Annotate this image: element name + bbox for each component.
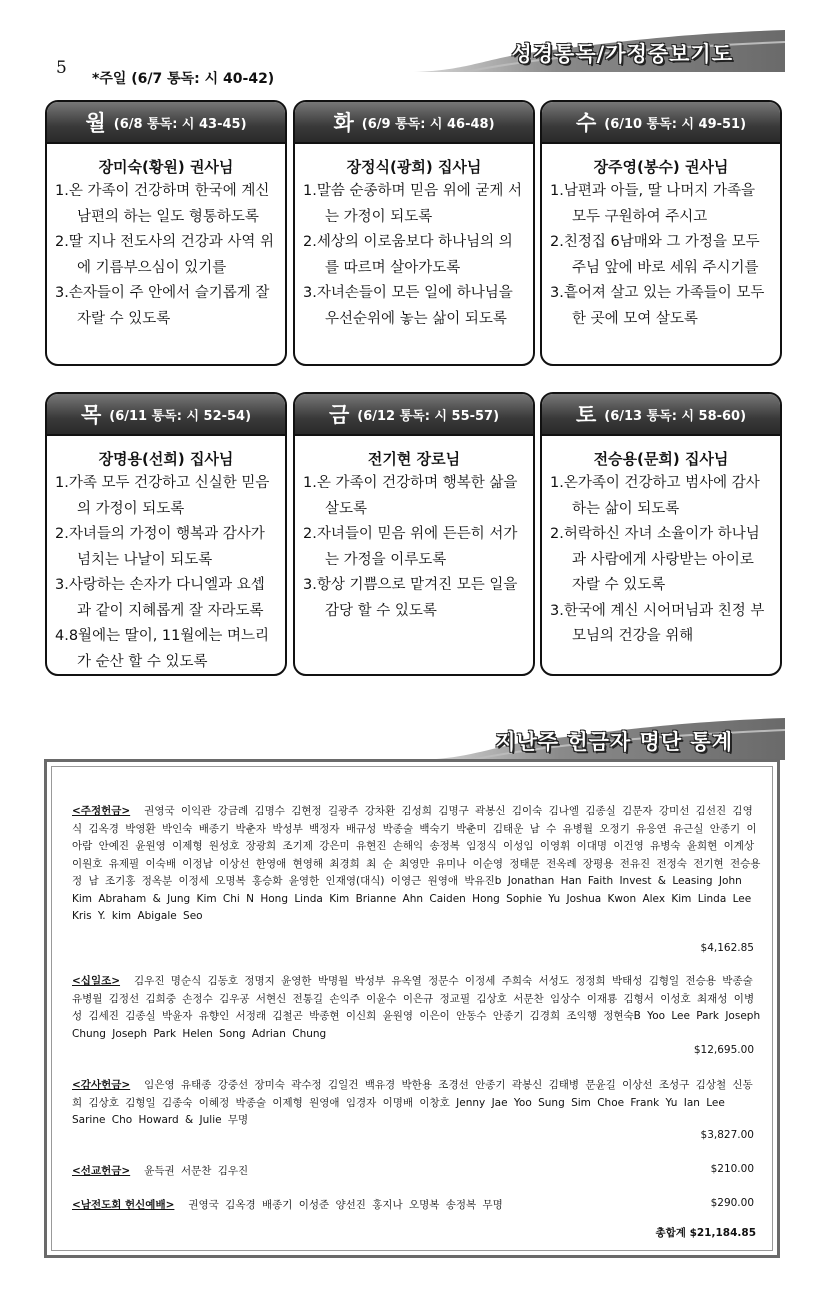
card-person-name: 전기현 장로님 [367, 450, 461, 468]
card-person-name: 전승용(문희) 집사님 [593, 450, 729, 468]
prayer-item: 2.딸 지나 전도사의 건강과 사역 위에 기름부으심이 있기를 [55, 234, 274, 276]
card-header [47, 394, 285, 436]
offering-amount: $210.00 [710, 1163, 754, 1175]
prayer-list [47, 471, 285, 675]
card-reading-range: (6/10 통독: 시 49-51) [604, 116, 747, 132]
offering-names: 권영국 이익관 강금례 김명수 김현정 길광주 강차환 김성희 김명구 곽봉신 김이숙 김나엘 김종실 김문자 강미선 김선진 김영식 김옥경 박영환 박인숙 배종기 박춘자 박성부 백정자 배규성 박종술 백숙기 박춘미 김태운 남 수 유병월 오정기 유응연 유근실 안종기 이아람 안예진 윤원영 이제형 원성호 장광희 조기제 강은미 유현진 손해익 송정복 임정식 이성임 이영휘 이대명 이건영 유병숙 윤희현 이계상 이원호 유제필 이숙배 이정남 이상선 한영애 현영해 최경희 최 순 최영만 유미나 이순영 정태문 전옥례 장평용 전유진 전정숙 전기현 전승용 정 남 조기홍 정옥분 이정세 오명복 홍승화 윤영한 인재영(대식) 이영근 원영애 박유진b Jonathan Han Faith Invest & Leasing John Kim Abraham & Jung Kim Chi N Hong Linda Kim Brianne Ahn Caiden Hong Sophie Yu Joshua Kwon Alex Kim Linda Lee Kris Y. kim Abigale Seo [72, 805, 761, 922]
offering-section [72, 803, 762, 926]
offering-section [72, 1077, 762, 1130]
card-person-name: 장명용(선희) 집사님 [98, 450, 234, 468]
offering-names: 임은영 유태종 강중선 장미숙 곽수정 김일건 백유경 박한용 조경선 안종기 곽봉신 김태병 문윤길 이상선 조성구 김상철 신동희 김상호 김형일 김종숙 이혜정 박종술 이제형 원영애 임경자 이명배 이창호 Jenny Jae Yoo Sung Sim Choe Frank Yu Ian Lee Sarine Cho Howard & Julie 무명 [72, 1079, 753, 1126]
prayer-list [542, 179, 780, 332]
card-reading-range: (6/11 통독: 시 52-54) [109, 408, 252, 424]
banner-bible-reading [405, 30, 785, 72]
card-reading-range: (6/9 통독: 시 46-48) [361, 116, 495, 132]
card-person-name: 장주영(봉수) 권사님 [593, 158, 729, 176]
offering-box [44, 759, 780, 1258]
offering-names: 윤득권 서문찬 김우진 [144, 1165, 249, 1177]
banner-title: 지난주 헌금자 명단 통계 [495, 730, 733, 754]
offering-box-inner [51, 766, 773, 1251]
prayer-list [542, 471, 780, 650]
offering-section [72, 1163, 762, 1181]
offering-amount: $3,827.00 [700, 1129, 754, 1141]
card-header [542, 394, 780, 436]
prayer-card [45, 100, 287, 366]
prayer-card [293, 392, 535, 676]
offering-section [72, 973, 762, 1043]
card-day: 수 [575, 111, 597, 135]
card-person-name: 장정식(광희) 집사님 [346, 158, 482, 176]
offering-names: 김우진 명순식 김동호 정명지 윤영한 박명월 박성부 유옥열 정문수 이정세 주희숙 서성도 정정희 박태성 김형일 전승용 박종술 유병월 김정선 김희중 손정수 김우공 서현신 전통길 손익주 이윤수 이은규 정교필 김상호 서문찬 임상수 이재룡 김형서 이성호 최재성 이병성 김세진 김종실 박윤자 유향인 서정래 김철곤 박종현 이신희 윤원영 이은이 안동수 안종기 김경희 조익행 정현숙B Yoo Lee Park Joseph Chung Joseph Park Helen Song Adrian Chung [72, 975, 761, 1040]
card-reading-range: (6/13 통독: 시 58-60) [604, 408, 747, 424]
prayer-card [540, 100, 782, 366]
prayer-list [295, 471, 533, 624]
prayer-item: 2.자녀들의 가정이 행복과 감사가 넘치는 나날이 되도록 [55, 526, 265, 568]
prayer-item: 4.8월에는 딸이, 11월에는 며느리가 순산 할 수 있도록 [55, 628, 270, 670]
prayer-list [295, 179, 533, 332]
sunday-reading: *주일 (6/7 통독: 시 40-42) [92, 71, 275, 87]
banner-offering-stats [410, 718, 785, 760]
prayer-item: 1.온 가족이 건강하며 한국에 계신 남편의 하는 일도 형통하도록 [55, 183, 270, 225]
card-day: 화 [333, 111, 354, 135]
prayer-card [45, 392, 287, 676]
card-reading-range: (6/8 통독: 시 43-45) [113, 116, 247, 132]
offering-section [72, 1197, 762, 1215]
prayer-item: 1.가족 모두 건강하고 신실한 믿음의 가정이 되도록 [55, 475, 270, 517]
offering-amount: $12,695.00 [693, 1044, 754, 1056]
card-reading-range: (6/12 통독: 시 55-57) [357, 408, 500, 424]
prayer-item: 3.흩어져 살고 있는 가족들이 모두 한 곳에 모여 살도록 [550, 285, 765, 327]
prayer-item: 1.온 가족이 건강하며 행복한 삶을 살도록 [303, 475, 518, 517]
card-header [47, 102, 285, 144]
offering-names: 권영국 김옥경 배종기 이성준 양선진 홍지나 오명복 송정복 무명 [188, 1199, 503, 1211]
prayer-item: 1.말씀 순종하며 믿음 위에 굳게 서는 가정이 되도록 [303, 183, 522, 225]
prayer-item: 3.한국에 계신 시어머님과 친정 부모님의 건강을 위해 [550, 602, 765, 644]
card-person-name: 장미숙(황원) 권사님 [98, 158, 234, 176]
offering-label: <감사헌금> [72, 1079, 131, 1091]
prayer-card [293, 100, 535, 366]
offering-amount: $290.00 [710, 1197, 754, 1209]
offering-label: <선교헌금> [72, 1165, 131, 1177]
card-day: 토 [575, 403, 597, 427]
card-day: 월 [85, 111, 106, 135]
prayer-item: 2.자녀들이 믿음 위에 든든히 서가는 가정을 이루도록 [303, 526, 518, 568]
card-header [295, 394, 533, 436]
banner-title: 성경통독/가정중보기도 [511, 42, 733, 66]
offering-amount: $4,162.85 [700, 942, 754, 954]
prayer-item: 3.손자들이 주 안에서 슬기롭게 잘 자랄 수 있도록 [55, 285, 270, 327]
offering-label: <주정헌금> [72, 805, 131, 817]
card-day: 목 [80, 403, 102, 427]
offering-label: <십일조> [72, 975, 121, 987]
prayer-item: 2.친정집 6남매와 그 가정을 모두 주님 앞에 바로 세워 주시기를 [550, 234, 760, 276]
prayer-item: 3.사랑하는 손자가 다니엘과 요셉과 같이 지혜롭게 잘 자라도록 [55, 577, 265, 619]
card-header [295, 102, 533, 144]
offering-label: <남전도회 헌신예배> [72, 1199, 175, 1211]
prayer-card [540, 392, 782, 676]
page-number: 5 [56, 58, 67, 78]
prayer-list [47, 179, 285, 332]
card-day: 금 [328, 403, 350, 427]
card-header [542, 102, 780, 144]
prayer-item: 2.세상의 이로움보다 하나님의 의를 따르며 살아가도록 [303, 234, 513, 276]
prayer-item: 1.남편과 아들, 딸 나머지 가족을 모두 구원하여 주시고 [550, 183, 755, 225]
prayer-item: 2.허락하신 자녀 소율이가 하나님과 사람에게 사랑받는 아이로 자랄 수 있도록 [550, 526, 760, 593]
prayer-item: 3.항상 기쁨으로 맡겨진 모든 일을 감당 할 수 있도록 [303, 577, 518, 619]
offering-total: 총합계 $21,184.85 [655, 1227, 756, 1239]
prayer-item: 1.온가족이 건강하고 범사에 감사하는 삶이 되도록 [550, 475, 760, 517]
prayer-item: 3.자녀손들이 모든 일에 하나님을 우선순위에 놓는 삶이 되도록 [303, 285, 513, 327]
